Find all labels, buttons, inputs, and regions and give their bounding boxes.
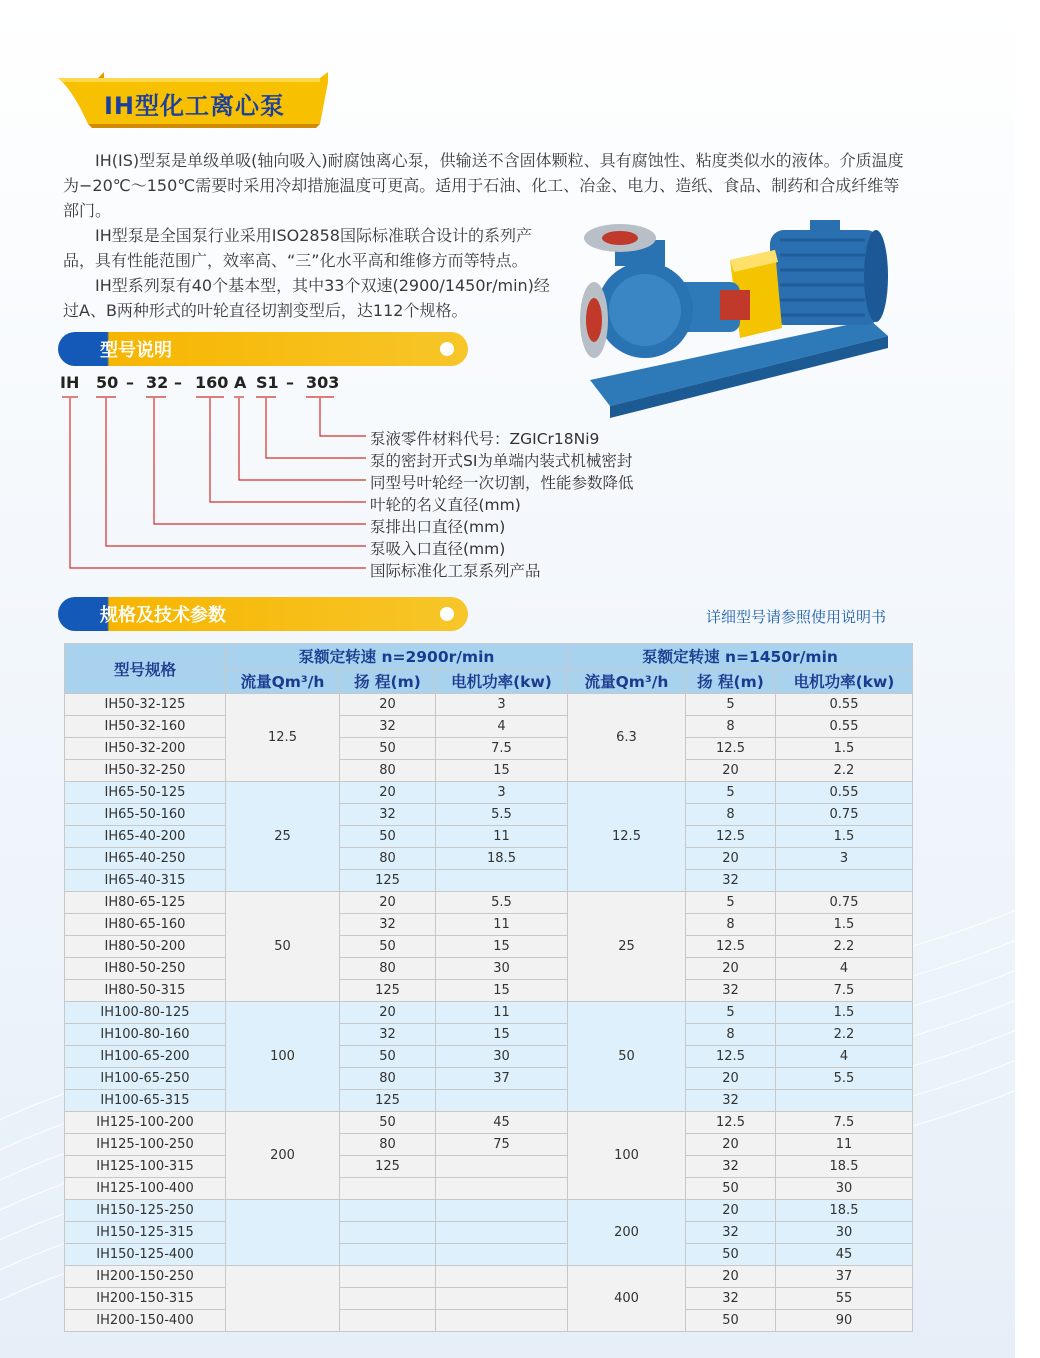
power-1450-cell: 18.5 bbox=[776, 1200, 913, 1222]
power-1450-cell: 7.5 bbox=[776, 1112, 913, 1134]
desc-series: 国际标准化工泵系列产品 bbox=[370, 562, 541, 580]
model-cell: IH65-40-250 bbox=[65, 848, 226, 870]
power-2900-cell: 30 bbox=[436, 1046, 568, 1068]
flow-1450-cell: 12.5 bbox=[568, 782, 686, 892]
flow-1450-cell: 6.3 bbox=[568, 694, 686, 782]
power-2900-cell: 4 bbox=[436, 716, 568, 738]
head-1450-cell: 50 bbox=[686, 1244, 776, 1266]
head-1450-cell: 8 bbox=[686, 914, 776, 936]
table-row bbox=[65, 1068, 913, 1090]
power-1450-cell: 1.5 bbox=[776, 1002, 913, 1024]
model-cell: IH100-65-250 bbox=[65, 1068, 226, 1090]
head-1450-cell: 32 bbox=[686, 1222, 776, 1244]
power-2900-cell: 3 bbox=[436, 782, 568, 804]
head-2900-cell: 50 bbox=[340, 738, 436, 760]
power-2900-cell: 75 bbox=[436, 1134, 568, 1156]
flow-2900-cell: 50 bbox=[226, 892, 340, 1002]
manual-note: 详细型号请参照使用说明书 bbox=[706, 608, 887, 626]
model-cell: IH65-50-125 bbox=[65, 782, 226, 804]
head-2900-cell: 80 bbox=[340, 958, 436, 980]
head-2900-cell bbox=[340, 1200, 436, 1222]
table-row bbox=[65, 716, 913, 738]
power-2900-cell: 15 bbox=[436, 936, 568, 958]
section-header-spec bbox=[58, 597, 468, 631]
head-1450-cell: 50 bbox=[686, 1178, 776, 1200]
head-2900-cell: 32 bbox=[340, 804, 436, 826]
power-2900-cell bbox=[436, 1090, 568, 1112]
head-1450-cell: 5 bbox=[686, 782, 776, 804]
table-row bbox=[65, 936, 913, 958]
head-1450-cell: 20 bbox=[686, 1134, 776, 1156]
head-2900-cell bbox=[340, 1178, 436, 1200]
power-2900-cell: 5.5 bbox=[436, 892, 568, 914]
power-2900-cell: 18.5 bbox=[436, 848, 568, 870]
head-1450-cell: 20 bbox=[686, 1068, 776, 1090]
power-2900-cell bbox=[436, 1222, 568, 1244]
model-cell: IH80-65-125 bbox=[65, 892, 226, 914]
table-row bbox=[65, 694, 913, 716]
desc-impeller: 叶轮的名义直径(mm) bbox=[370, 496, 521, 514]
table-row bbox=[65, 1266, 913, 1288]
code-seal: S1 bbox=[256, 373, 279, 392]
table-row bbox=[65, 892, 913, 914]
head-2900-cell bbox=[340, 1288, 436, 1310]
power-1450-cell: 2.2 bbox=[776, 1024, 913, 1046]
head-2900-cell: 80 bbox=[340, 848, 436, 870]
table-row bbox=[65, 980, 913, 1002]
head-2900-cell: 50 bbox=[340, 826, 436, 848]
power-2900-cell bbox=[436, 1244, 568, 1266]
flow-1450-cell: 200 bbox=[568, 1200, 686, 1266]
head-1450-cell: 32 bbox=[686, 980, 776, 1002]
head-2900-cell bbox=[340, 1310, 436, 1332]
code-inlet: 50 bbox=[96, 373, 119, 392]
code-dash-1: – bbox=[126, 373, 134, 392]
flow-1450-cell: 25 bbox=[568, 892, 686, 1002]
power-1450-cell: 1.5 bbox=[776, 738, 913, 760]
header-model: 型号规格 bbox=[65, 644, 226, 694]
head-1450-cell: 12.5 bbox=[686, 936, 776, 958]
flow-1450-cell: 50 bbox=[568, 1002, 686, 1112]
head-1450-cell: 20 bbox=[686, 958, 776, 980]
power-2900-cell: 37 bbox=[436, 1068, 568, 1090]
power-2900-cell bbox=[436, 870, 568, 892]
power-1450-cell: 5.5 bbox=[776, 1068, 913, 1090]
table-row bbox=[65, 826, 913, 848]
table-row bbox=[65, 1024, 913, 1046]
head-2900-cell: 32 bbox=[340, 716, 436, 738]
power-2900-cell: 45 bbox=[436, 1112, 568, 1134]
power-1450-cell: 0.55 bbox=[776, 694, 913, 716]
head-2900-cell: 32 bbox=[340, 914, 436, 936]
head-2900-cell bbox=[340, 1266, 436, 1288]
head-2900-cell: 50 bbox=[340, 936, 436, 958]
power-1450-cell: 2.2 bbox=[776, 760, 913, 782]
code-material: 303 bbox=[306, 373, 340, 392]
table-row bbox=[65, 760, 913, 782]
head-2900-cell: 32 bbox=[340, 1024, 436, 1046]
intro-text-1: IH(IS)型泵是单级单吸(轴向吸入)耐腐蚀离心泵，供输送不含固体颗粒、具有腐蚀性、粘度类似水的液体。介质温度为−20℃～150℃需要时采用冷却措施温度可更高。适用于石油、化工、冶金、电力、造纸、食品、制药和合成纤维等部门。 bbox=[63, 151, 904, 220]
model-cell: IH150-125-400 bbox=[65, 1244, 226, 1266]
table-row bbox=[65, 1288, 913, 1310]
model-cell: IH200-150-400 bbox=[65, 1310, 226, 1332]
power-1450-cell: 1.5 bbox=[776, 914, 913, 936]
head-1450-cell: 5 bbox=[686, 1002, 776, 1024]
head-1450-cell: 20 bbox=[686, 1200, 776, 1222]
flow-2900-cell bbox=[226, 1200, 340, 1266]
head-1450-cell: 8 bbox=[686, 804, 776, 826]
model-cell: IH50-32-125 bbox=[65, 694, 226, 716]
table-row bbox=[65, 1156, 913, 1178]
power-1450-cell bbox=[776, 1090, 913, 1112]
intro-text-2: IH型泵是全国泵行业采用ISO2858国际标准联合设计的系列产品，具有性能范围广，效率高、“三”化水平高和维修方而等特点。 bbox=[63, 226, 532, 270]
head-2900-cell: 80 bbox=[340, 1134, 436, 1156]
model-cell: IH100-80-160 bbox=[65, 1024, 226, 1046]
head-1450-cell: 12.5 bbox=[686, 826, 776, 848]
head-1450-cell: 50 bbox=[686, 1310, 776, 1332]
table-row bbox=[65, 804, 913, 826]
head-1450-cell: 8 bbox=[686, 1024, 776, 1046]
table-row bbox=[65, 782, 913, 804]
flow-1450-cell: 400 bbox=[568, 1266, 686, 1332]
head-2900-cell: 125 bbox=[340, 980, 436, 1002]
power-1450-cell: 18.5 bbox=[776, 1156, 913, 1178]
head-1450-cell: 20 bbox=[686, 760, 776, 782]
power-2900-cell: 11 bbox=[436, 826, 568, 848]
table-row bbox=[65, 1002, 913, 1024]
head-2900-cell: 80 bbox=[340, 760, 436, 782]
model-cell: IH100-65-200 bbox=[65, 1046, 226, 1068]
model-cell: IH50-32-200 bbox=[65, 738, 226, 760]
flow-2900-cell: 100 bbox=[226, 1002, 340, 1112]
model-cell: IH65-50-160 bbox=[65, 804, 226, 826]
power-1450-cell: 0.75 bbox=[776, 892, 913, 914]
power-2900-cell bbox=[436, 1200, 568, 1222]
model-cell: IH80-50-250 bbox=[65, 958, 226, 980]
head-1450-cell: 8 bbox=[686, 716, 776, 738]
power-1450-cell: 7.5 bbox=[776, 980, 913, 1002]
code-dash-2: – bbox=[174, 373, 182, 392]
power-2900-cell: 15 bbox=[436, 760, 568, 782]
head-1450-cell: 5 bbox=[686, 892, 776, 914]
head-2900-cell: 80 bbox=[340, 1068, 436, 1090]
power-2900-cell bbox=[436, 1266, 568, 1288]
power-1450-cell: 4 bbox=[776, 1046, 913, 1068]
table-row bbox=[65, 738, 913, 760]
power-1450-cell bbox=[776, 870, 913, 892]
model-cell: IH50-32-160 bbox=[65, 716, 226, 738]
head-1450-cell: 12.5 bbox=[686, 738, 776, 760]
model-cell: IH150-125-315 bbox=[65, 1222, 226, 1244]
header-1450: 泵额定转速 n=1450r/min bbox=[568, 644, 913, 669]
head-1450-cell: 12.5 bbox=[686, 1046, 776, 1068]
model-cell: IH125-100-250 bbox=[65, 1134, 226, 1156]
table-row bbox=[65, 1222, 913, 1244]
power-1450-cell: 2.2 bbox=[776, 936, 913, 958]
power-2900-cell bbox=[436, 1288, 568, 1310]
header-2900: 泵额定转速 n=2900r/min bbox=[226, 644, 568, 669]
power-1450-cell: 0.75 bbox=[776, 804, 913, 826]
spec-table bbox=[64, 643, 913, 1332]
table-row bbox=[65, 1046, 913, 1068]
table-row bbox=[65, 1200, 913, 1222]
table-row bbox=[65, 1112, 913, 1134]
table-row bbox=[65, 870, 913, 892]
table-row bbox=[65, 958, 913, 980]
power-1450-cell: 37 bbox=[776, 1266, 913, 1288]
head-2900-cell: 125 bbox=[340, 870, 436, 892]
table-row bbox=[65, 1090, 913, 1112]
spec-table-body bbox=[65, 694, 913, 1332]
head-1450-cell: 5 bbox=[686, 694, 776, 716]
section-title-model: 型号说明 bbox=[100, 340, 172, 361]
model-cell: IH80-50-315 bbox=[65, 980, 226, 1002]
header-head-2900: 扬 程(m) bbox=[340, 669, 436, 694]
flow-2900-cell: 25 bbox=[226, 782, 340, 892]
flow-2900-cell: 200 bbox=[226, 1112, 340, 1200]
model-cell: IH100-80-125 bbox=[65, 1002, 226, 1024]
power-2900-cell: 11 bbox=[436, 914, 568, 936]
bullet-dot-icon bbox=[440, 607, 454, 621]
power-2900-cell: 5.5 bbox=[436, 804, 568, 826]
page-title: IH型化工离心泵 bbox=[104, 92, 286, 120]
model-cell: IH125-100-200 bbox=[65, 1112, 226, 1134]
power-2900-cell: 30 bbox=[436, 958, 568, 980]
power-1450-cell: 0.55 bbox=[776, 782, 913, 804]
power-1450-cell: 4 bbox=[776, 958, 913, 980]
power-1450-cell: 0.55 bbox=[776, 716, 913, 738]
head-1450-cell: 20 bbox=[686, 848, 776, 870]
header-flow-2900: 流量Qm³/h bbox=[226, 669, 340, 694]
desc-material: 泵液零件材料代号：ZGICr18Ni9 bbox=[370, 430, 600, 448]
power-2900-cell: 15 bbox=[436, 1024, 568, 1046]
model-cell: IH125-100-400 bbox=[65, 1178, 226, 1200]
header-head-1450: 扬 程(m) bbox=[686, 669, 776, 694]
desc-cut: 同型号叶轮经一次切割，性能参数降低 bbox=[370, 474, 634, 492]
table-row bbox=[65, 848, 913, 870]
head-1450-cell: 32 bbox=[686, 870, 776, 892]
table-row bbox=[65, 1134, 913, 1156]
power-1450-cell: 11 bbox=[776, 1134, 913, 1156]
table-row bbox=[65, 914, 913, 936]
model-cell: IH80-50-200 bbox=[65, 936, 226, 958]
code-outlet: 32 bbox=[146, 373, 169, 392]
model-cell: IH100-65-315 bbox=[65, 1090, 226, 1112]
power-1450-cell: 55 bbox=[776, 1288, 913, 1310]
head-2900-cell: 125 bbox=[340, 1156, 436, 1178]
model-cell: IH150-125-250 bbox=[65, 1200, 226, 1222]
head-1450-cell: 32 bbox=[686, 1288, 776, 1310]
head-1450-cell: 12.5 bbox=[686, 1112, 776, 1134]
head-2900-cell: 125 bbox=[340, 1090, 436, 1112]
power-1450-cell: 3 bbox=[776, 848, 913, 870]
table-row bbox=[65, 1244, 913, 1266]
head-2900-cell: 20 bbox=[340, 1002, 436, 1024]
table-row bbox=[65, 1178, 913, 1200]
power-2900-cell: 15 bbox=[436, 980, 568, 1002]
code-ih: IH bbox=[60, 373, 80, 392]
table-row bbox=[65, 1310, 913, 1332]
power-2900-cell: 7.5 bbox=[436, 738, 568, 760]
flow-2900-cell: 12.5 bbox=[226, 694, 340, 782]
head-2900-cell bbox=[340, 1244, 436, 1266]
power-1450-cell: 30 bbox=[776, 1178, 913, 1200]
code-dash-3: – bbox=[286, 373, 294, 392]
header-flow-1450: 流量Qm³/h bbox=[568, 669, 686, 694]
head-1450-cell: 32 bbox=[686, 1090, 776, 1112]
code-cut: A bbox=[234, 373, 247, 392]
power-2900-cell bbox=[436, 1310, 568, 1332]
desc-seal: 泵的密封开式SI为单端内装式机械密封 bbox=[370, 452, 633, 470]
code-impeller: 160 bbox=[195, 373, 229, 392]
flow-1450-cell: 100 bbox=[568, 1112, 686, 1200]
power-2900-cell: 3 bbox=[436, 694, 568, 716]
intro-text-3: IH型系列泵有40个基本型，其中33个双速(2900/1450r/min)经过A、B两种形式的叶轮直径切割变型后，达112个规格。 bbox=[63, 276, 550, 320]
head-1450-cell: 32 bbox=[686, 1156, 776, 1178]
head-2900-cell: 20 bbox=[340, 694, 436, 716]
model-cell: IH125-100-315 bbox=[65, 1156, 226, 1178]
desc-outlet: 泵排出口直径(mm) bbox=[370, 518, 506, 536]
model-cell: IH65-40-200 bbox=[65, 826, 226, 848]
power-2900-cell bbox=[436, 1156, 568, 1178]
model-cell: IH50-32-250 bbox=[65, 760, 226, 782]
header-power-2900: 电机功率(kw) bbox=[436, 669, 568, 694]
head-2900-cell: 50 bbox=[340, 1046, 436, 1068]
desc-inlet: 泵吸入口直径(mm) bbox=[370, 540, 506, 558]
power-1450-cell: 1.5 bbox=[776, 826, 913, 848]
head-2900-cell: 50 bbox=[340, 1112, 436, 1134]
power-1450-cell: 30 bbox=[776, 1222, 913, 1244]
header-power-1450: 电机功率(kw) bbox=[776, 669, 913, 694]
head-2900-cell: 20 bbox=[340, 782, 436, 804]
model-cell: IH65-40-315 bbox=[65, 870, 226, 892]
head-2900-cell: 20 bbox=[340, 892, 436, 914]
section-title-spec: 规格及技术参数 bbox=[100, 605, 226, 626]
model-cell: IH200-150-315 bbox=[65, 1288, 226, 1310]
flow-2900-cell bbox=[226, 1266, 340, 1332]
power-1450-cell: 45 bbox=[776, 1244, 913, 1266]
power-1450-cell: 90 bbox=[776, 1310, 913, 1332]
head-1450-cell: 20 bbox=[686, 1266, 776, 1288]
power-2900-cell bbox=[436, 1178, 568, 1200]
model-cell: IH80-65-160 bbox=[65, 914, 226, 936]
model-cell: IH200-150-250 bbox=[65, 1266, 226, 1288]
power-2900-cell: 11 bbox=[436, 1002, 568, 1024]
head-2900-cell bbox=[340, 1222, 436, 1244]
